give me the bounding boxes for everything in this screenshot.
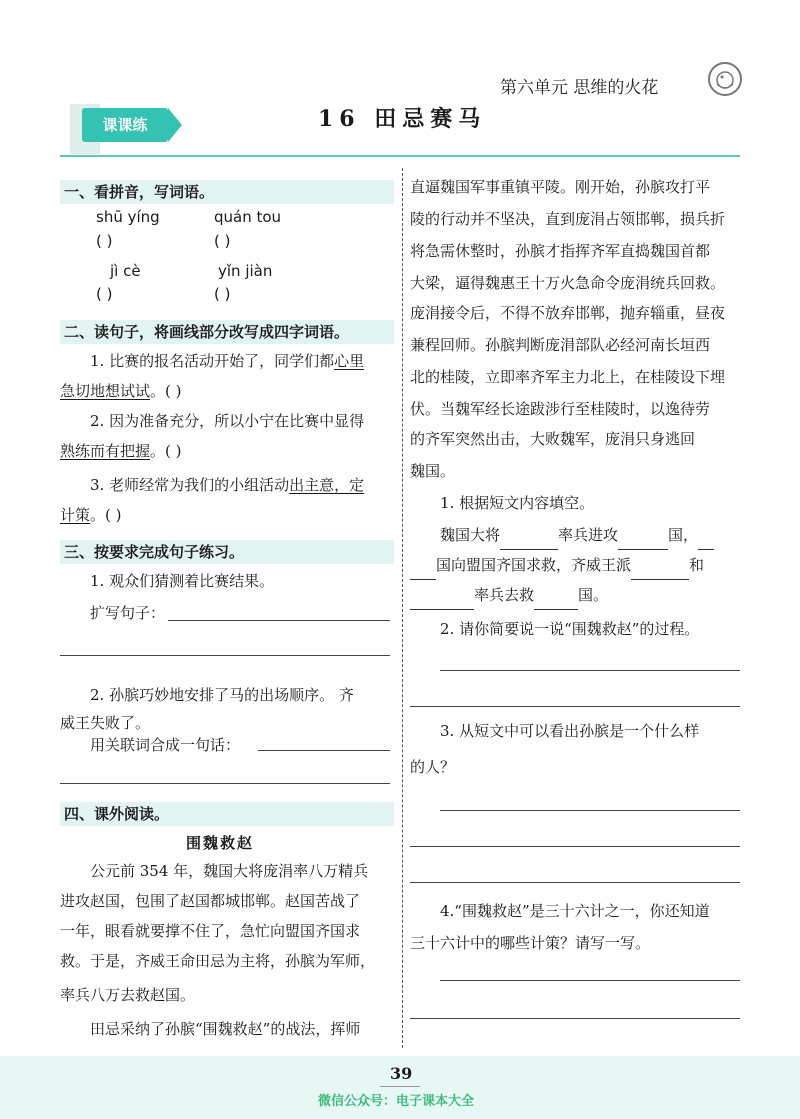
rq1-blank-3b[interactable] <box>410 561 436 580</box>
s2-q1-underline-a: 心里 <box>334 352 365 370</box>
lesson-title: 16 田忌赛马 <box>318 106 487 132</box>
story-left-line-3: 一年，眼看就要撑不住了，急忙向盟国齐国求 <box>60 922 361 940</box>
answer-box-3[interactable]: ( ) <box>96 285 113 303</box>
rq1-blank-3[interactable] <box>698 531 714 550</box>
pinyin-1: shū yíng <box>96 208 160 226</box>
s3-q2-line-a[interactable] <box>258 750 390 751</box>
rq4-line-b[interactable] <box>410 1018 740 1019</box>
s2-q3-answer[interactable]: 。( ) <box>90 506 122 524</box>
s2-q1-text: 1. 比赛的报名活动开始了，同学们都 <box>90 352 335 370</box>
unit-title: 第六单元 思维的火花 <box>500 78 659 98</box>
story-right-line-3: 将急需休整时，孙膑才指挥齐军直捣魏国首都 <box>410 242 711 260</box>
page-number: 39 <box>390 1064 413 1083</box>
story-right-line-9: 的齐军突然出击，大败魏军，庞涓只身逃回 <box>410 430 696 448</box>
section2-title: 二、读句子，将画线部分改写成四字词语。 <box>60 320 394 344</box>
s2-q2-answer[interactable]: 。( ) <box>150 442 182 460</box>
story-right-line-5: 庞涓接令后，不得不放弃邯郸，抛弃辎重，昼夜 <box>410 304 726 322</box>
answer-box-2[interactable]: ( ) <box>214 232 231 250</box>
s2-q1-underline-b: 急切地想试试 <box>60 382 151 400</box>
answer-box-1[interactable]: ( ) <box>96 232 113 250</box>
s3-q2-line-b[interactable] <box>60 783 390 784</box>
s3-q2-line1: 2. 孙膑巧妙地安排了马的出场顺序。 齐 <box>90 686 354 704</box>
story-right-line-1: 直逼魏国军事重镇平陵。刚开始，孙膑攻打平 <box>410 178 711 196</box>
rq2-line-b[interactable] <box>410 706 740 707</box>
rq1-l1-text-a: 魏国大将 <box>440 526 501 544</box>
story-left-line-2: 进攻赵国，包围了赵国都城邯郸。赵国苦战了 <box>60 892 361 910</box>
s2-q2-underline: 熟练而有把握 <box>60 442 151 460</box>
s2-q3-underline-b: 计策 <box>60 506 91 524</box>
header-rule <box>60 155 740 157</box>
story-right-line-10: 魏国。 <box>410 462 456 480</box>
rq1-l2-text-a: 国向盟国齐国求救，齐威王派 <box>436 556 632 574</box>
rq3-line-b[interactable] <box>410 846 740 847</box>
s3-q2-line2: 威王失败了。 <box>60 714 151 732</box>
rq4-line2: 三十六计中的哪些计策？请写一写。 <box>410 934 651 952</box>
rq3-line-c[interactable] <box>410 882 740 883</box>
rq1-line1 <box>440 520 714 550</box>
answer-box-4[interactable]: ( ) <box>214 285 231 303</box>
rq4-line-a[interactable] <box>440 980 740 981</box>
s2-q3-underline-a: 出主意，定 <box>289 476 365 494</box>
s2-q2-text: 2. 因为准备充分，所以小宁在比赛中显得 <box>90 412 365 430</box>
rq1-l3-text-a: 率兵去救 <box>474 586 535 604</box>
rq3-line2: 的人？ <box>410 758 456 776</box>
pinyin-2: quán tou <box>214 208 282 226</box>
rq2-line-a[interactable] <box>440 670 740 671</box>
rq3-line-a[interactable] <box>440 810 740 811</box>
s2-q3-text: 3. 老师经常为我们的小组活动 <box>90 476 290 494</box>
rq1-l1-text-c: 国， <box>668 526 699 544</box>
story-title: 围魏救赵 <box>186 834 255 852</box>
rq1-line2 <box>410 550 704 580</box>
lesson-badge: 课课练 <box>82 108 168 142</box>
s3-q1-prompt: 扩写句子： <box>90 604 166 622</box>
s2-q2-line2 <box>60 436 390 466</box>
s3-q1-line-a[interactable] <box>168 620 390 621</box>
story-right-line-2: 陵的行动并不坚决，直到庞涓占领邯郸，损兵折 <box>410 210 726 228</box>
rq1-title: 1. 根据短文内容填空。 <box>440 494 595 512</box>
rq1-line3 <box>410 580 608 610</box>
s2-q3-line2 <box>60 500 390 530</box>
section4-title: 四、课外阅读。 <box>60 802 394 826</box>
rq1-l3-text-b: 国。 <box>578 586 609 604</box>
s2-q1-line1 <box>90 346 390 376</box>
page-number-rule <box>380 1086 420 1087</box>
rq1-blank-2[interactable] <box>618 531 668 550</box>
rq1-l1-text-b: 率兵进攻 <box>558 526 619 544</box>
rq1-blank-1[interactable] <box>500 531 558 550</box>
s3-q1-line-b[interactable] <box>60 655 390 656</box>
s2-q1-answer[interactable]: 。( ) <box>150 382 182 400</box>
pinyin-4: yǐn jiàn <box>218 262 273 280</box>
s3-q2-prompt: 用关联词合成一句话： <box>90 736 241 754</box>
story-right-line-7: 北的桂陵，立即率齐军主力北上，在桂陵设下埋 <box>410 368 726 386</box>
story-right-line-8: 伏。当魏军经长途跋涉行至桂陵时，以逸待劳 <box>410 400 711 418</box>
rq1-blank-6[interactable] <box>534 591 578 610</box>
s3-q1: 1. 观众们猜测着比赛结果。 <box>90 572 275 590</box>
rq2: 2. 请你简要说一说“围魏救赵”的过程。 <box>440 620 700 638</box>
rq1-blank-5[interactable] <box>410 591 474 610</box>
story-left-line-5: 率兵八万去救赵国。 <box>60 986 196 1004</box>
section3-title: 三、按要求完成句子练习。 <box>60 540 394 564</box>
story-left-line-1: 公元前 354 年，魏国大将庞涓率八万精兵 <box>90 862 369 880</box>
pinyin-3: jì cè <box>110 262 141 280</box>
story-right-line-4: 大梁，逼得魏惠王十万火急命令庞涓统兵回救。 <box>410 274 726 292</box>
story-left-line-4: 救。于是，齐威王命田忌为主将，孙膑为军师， <box>60 952 376 970</box>
wechat-watermark: 微信公众号：电子课本大全 <box>318 1094 475 1109</box>
story-left-line-6: 田忌采纳了孙膑“围魏救赵”的战法，挥师 <box>90 1020 361 1038</box>
rq4-line1: 4.“围魏救赵”是三十六计之一，你还知道 <box>440 902 710 920</box>
story-right-line-6: 兼程回师。孙膑判断庞涓部队必经河南长垣西 <box>410 336 711 354</box>
s2-q1-line2 <box>60 376 390 406</box>
section1-title: 一、看拼音，写词语。 <box>60 180 394 204</box>
column-divider <box>402 168 403 1048</box>
bird-logo-icon <box>708 62 742 96</box>
s2-q3-line1 <box>90 470 390 500</box>
rq1-blank-4[interactable] <box>631 561 689 580</box>
rq3-line1: 3. 从短文中可以看出孙膑是一个什么样 <box>440 722 700 740</box>
rq1-l2-text-b: 和 <box>689 556 705 574</box>
